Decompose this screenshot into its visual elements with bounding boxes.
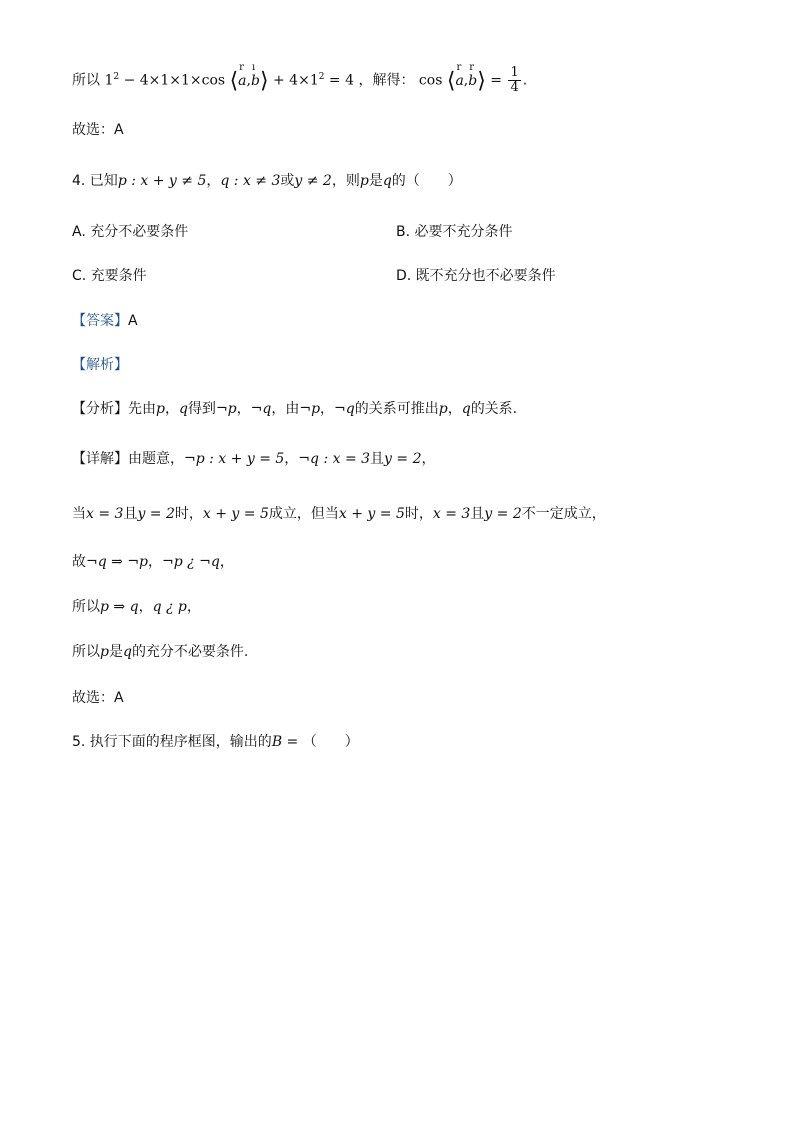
vector-b: ı b xyxy=(250,61,260,89)
math: b xyxy=(468,72,478,89)
math: y = 2 xyxy=(384,451,422,467)
math: ¬p ¿ ¬q xyxy=(162,554,220,570)
option-a: A. 充分不必要条件 xyxy=(72,224,189,240)
numerator: 1 xyxy=(510,65,519,80)
math: q xyxy=(178,401,188,417)
math: = 4 xyxy=(328,72,355,89)
math: p ⇒ q xyxy=(100,599,139,615)
text: 的关系可推出 xyxy=(354,401,439,417)
option-b: B. 必要不充分条件 xyxy=(396,224,513,240)
vector-a: r a xyxy=(455,61,464,89)
math: B = xyxy=(271,734,303,750)
text: ， xyxy=(219,554,234,570)
text: 先由 xyxy=(128,401,156,417)
text: ， xyxy=(447,401,462,417)
math: p xyxy=(438,401,448,417)
math: x + y = 5 xyxy=(202,506,269,522)
math: q xyxy=(382,173,392,189)
math: q xyxy=(461,401,471,417)
analysis-tag: 【分析】 xyxy=(72,401,128,417)
text: 的充分不必要条件. xyxy=(131,644,249,660)
math: a xyxy=(238,72,247,89)
answer-choice-line: 故选：A xyxy=(72,122,124,138)
text: 所以 xyxy=(72,644,100,660)
math: 2 xyxy=(113,71,120,82)
text: 时， xyxy=(404,506,433,522)
answer-line xyxy=(72,311,138,331)
text: 或 xyxy=(280,173,295,189)
text: ， xyxy=(421,451,436,467)
text: ， xyxy=(206,173,221,189)
text: 且 xyxy=(370,451,385,467)
math: a xyxy=(455,72,464,89)
question-5-stem xyxy=(72,732,359,752)
text: 的（ ） xyxy=(391,173,462,189)
math: cos xyxy=(418,72,443,89)
math: 2 xyxy=(318,71,325,82)
answer-choice-line: 故选：A xyxy=(72,690,124,706)
text: ， xyxy=(284,451,299,467)
question-4-stem xyxy=(72,171,462,191)
text: ， xyxy=(320,401,335,417)
math: y ≠ 2 xyxy=(294,173,332,189)
math: p xyxy=(156,401,165,417)
text: ，则 xyxy=(331,173,360,189)
text: （ ） xyxy=(302,734,359,750)
math: − 4×1×1×cos xyxy=(123,72,226,89)
text: ， xyxy=(186,599,201,615)
so-line-2 xyxy=(72,642,248,662)
math: q : x ≠ 3 xyxy=(220,173,281,189)
math: q ¿ p xyxy=(152,599,187,615)
math: b xyxy=(250,72,260,89)
text: 是 xyxy=(368,173,383,189)
math: ¬q xyxy=(334,401,355,417)
text: ， xyxy=(148,554,163,570)
detail-tag: 【详解】 xyxy=(72,451,128,467)
fraction xyxy=(508,66,520,95)
angle-bracket: ⟨ xyxy=(229,68,239,94)
math: p xyxy=(100,644,109,660)
math: ¬q ⇒ ¬p xyxy=(86,554,149,570)
text: . xyxy=(522,72,528,89)
math: = xyxy=(490,72,507,89)
detail-line xyxy=(72,449,436,469)
text: 4. 已知 xyxy=(72,173,118,189)
text: 且 xyxy=(470,506,485,522)
math: ¬q xyxy=(250,401,272,417)
text: 所以 xyxy=(72,72,100,89)
text: 得到 xyxy=(187,401,216,417)
math: ¬p xyxy=(215,401,237,417)
option-d: D. 既不充分也不必要条件 xyxy=(396,268,556,284)
text: 5. 执行下面的程序框图，输出的 xyxy=(72,734,272,750)
math: + 4×1 xyxy=(273,72,319,89)
text: ， xyxy=(138,599,153,615)
math: q xyxy=(122,644,132,660)
math: 1 xyxy=(104,72,114,89)
math: x = 3 xyxy=(432,506,471,522)
angle-bracket: ⟨ xyxy=(446,68,456,94)
math: ¬p : x + y = 5 xyxy=(184,451,285,467)
condition-line xyxy=(72,504,606,524)
denominator: 4 xyxy=(510,80,519,95)
answer-tag: 【答案】 xyxy=(72,313,128,329)
vector-b: r b xyxy=(468,61,478,89)
math: p : x + y ≠ 5 xyxy=(117,173,207,189)
text: 且 xyxy=(123,506,138,522)
text: 时， xyxy=(174,506,203,522)
text: 是 xyxy=(108,644,123,660)
math: x = 3 xyxy=(86,506,124,522)
math: ¬p xyxy=(299,401,321,417)
therefore-line xyxy=(72,552,234,572)
text: ，由 xyxy=(271,401,300,417)
so-line-1 xyxy=(72,597,201,617)
angle-bracket: ⟩ xyxy=(477,68,486,94)
previous-solution-line: 所以 $1^2 - 4\times 1\times 1\times\cos$ ⟨ r a, ı b⟩ + $4\times 1^2 = 4$ ，解得： cos ⟨ r a, r b⟩ = $\frac{1}{4}$ . xyxy=(72,61,528,95)
text: ，解得： xyxy=(358,72,415,89)
math: x + y = 5 xyxy=(338,506,405,522)
analysis-line xyxy=(72,399,517,419)
vector-a: r a xyxy=(238,61,247,89)
math: y = 2 xyxy=(484,506,522,522)
option-c: C. 充要条件 xyxy=(72,268,147,284)
answer-value: A xyxy=(128,313,138,329)
text: 所以 xyxy=(72,599,100,615)
text: ， xyxy=(164,401,179,417)
text: 当 xyxy=(72,506,86,522)
text: ， xyxy=(236,401,251,417)
text: 成立，但当 xyxy=(268,506,339,522)
text: 由题意， xyxy=(128,451,184,467)
text: 不一定成立， xyxy=(521,506,606,522)
explanation-tag: 【解析】 xyxy=(72,357,128,373)
math: y = 2 xyxy=(137,506,175,522)
math: p xyxy=(359,173,369,189)
text: 故 xyxy=(72,554,86,570)
text: 的关系. xyxy=(470,401,518,417)
math: ¬q : x = 3 xyxy=(298,451,371,467)
angle-bracket: ⟩ xyxy=(259,68,269,94)
